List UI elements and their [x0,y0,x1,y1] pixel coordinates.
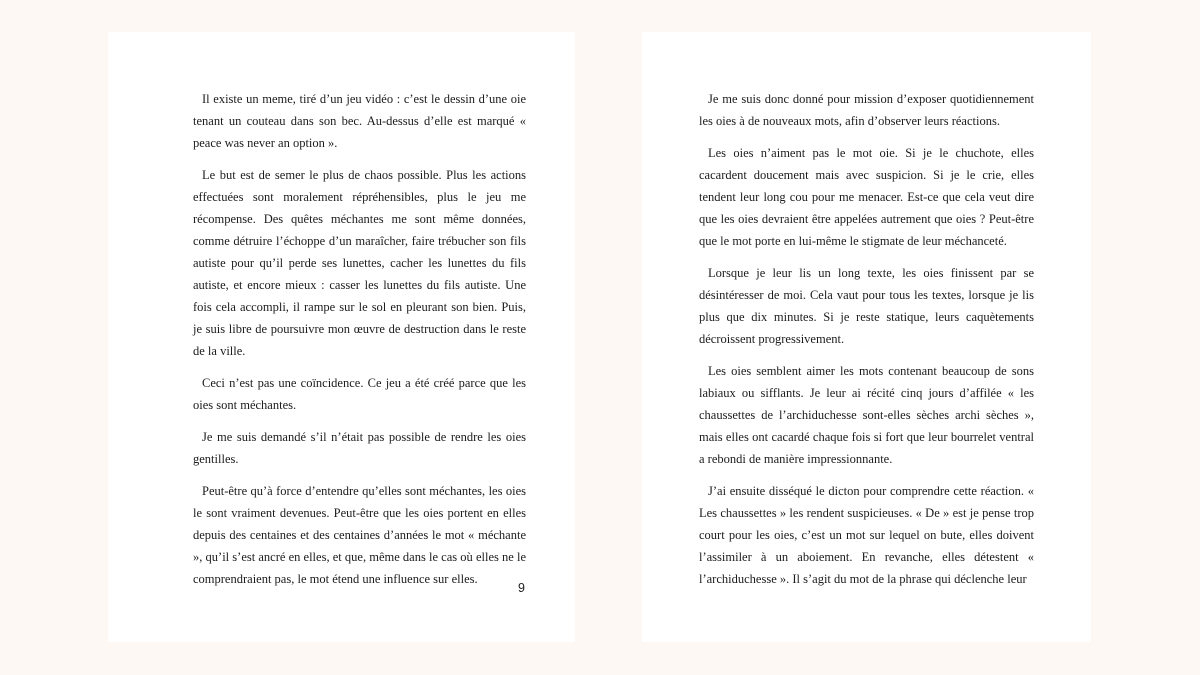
right-page-text [699,88,1034,600]
paragraph: Les oies n’aiment pas le mot oie. Si je le chuchote, elles cacardent doucement mais avec suspicion. Si je le crie, elles tendent leur long cou pour me menacer. Est-ce que cela veut dire que les oies devraient être appelées autrement que oies ? Peut-être que le mot porte en lui-même le stigmate de leur méchanceté. [699,146,1034,248]
paragraph: Lorsque je leur lis un long texte, les oies finissent par se désintéresser de moi. Cela vaut pour tous les textes, lorsque je lis plus que dix minutes. Si je reste statique, leurs caquètements décroissent progressivement. [699,266,1034,346]
paragraph: J’ai ensuite disséqué le dicton pour comprendre cette réaction. « Les chaussettes » les rendent suspicieuses. « De » est je pense trop court pour les oies, c’est un mot sur lequel on bute, elles doivent l’assimiler à un aboiement. En revanche, elles détestent « l’archiduchesse ». Il s’agit du mot de la phrase qui déclenche leur [699,484,1034,586]
left-page [108,32,575,642]
left-page-text [193,88,526,600]
paragraph: Les oies semblent aimer les mots contenant beaucoup de sons labiaux ou sifflants. Je leur ai récité cinq jours d’affilée « les chaussettes de l’archiduchesse sont-elles sèches archi sèches », mais elles ont cacardé chaque fois si fort que leur bourrelet ventral a rebondi de manière impressionnante. [699,364,1034,466]
page-number: 9 [518,581,525,595]
paragraph: Je me suis donc donné pour mission d’exposer quotidiennement les oies à de nouveaux mots, afin d’observer leurs réactions. [699,92,1034,128]
paragraph: Il existe un meme, tiré d’un jeu vidéo : c’est le dessin d’une oie tenant un couteau dans son bec. Au-dessus d’elle est marqué « peace was never an option ». [193,92,526,150]
paragraph: Peut-être qu’à force d’entendre qu’elles sont méchantes, les oies le sont vraiment devenues. Peut-être que les oies portent en elles depuis des centaines et des centaines d’années le mot « méchante », qu’il s’est ancré en elles, et que, même dans le cas où elles ne le comprendraient pas, le mot étend une influence sur elles. [193,484,526,586]
paragraph: Le but est de semer le plus de chaos possible. Plus les actions effectuées sont moralement répréhensibles, plus le jeu me récompense. Des quêtes méchantes me sont même données, comme détruire l’échoppe d’un maraîcher, faire trébucher son fils autiste pour qu’il perde ses lunettes, cacher les lunettes du fils autiste, et encore mieux : casser les lunettes du fils autiste. Une fois cela accompli, il rampe sur le sol en pleurant son bien. Puis, je suis libre de poursuivre mon œuvre de destruction dans le reste de la ville. [193,168,526,358]
paragraph: Ceci n’est pas une coïncidence. Ce jeu a été créé parce que les oies sont méchantes. [193,376,526,412]
right-page [642,32,1091,642]
paragraph: Je me suis demandé s’il n’était pas possible de rendre les oies gentilles. [193,430,526,466]
